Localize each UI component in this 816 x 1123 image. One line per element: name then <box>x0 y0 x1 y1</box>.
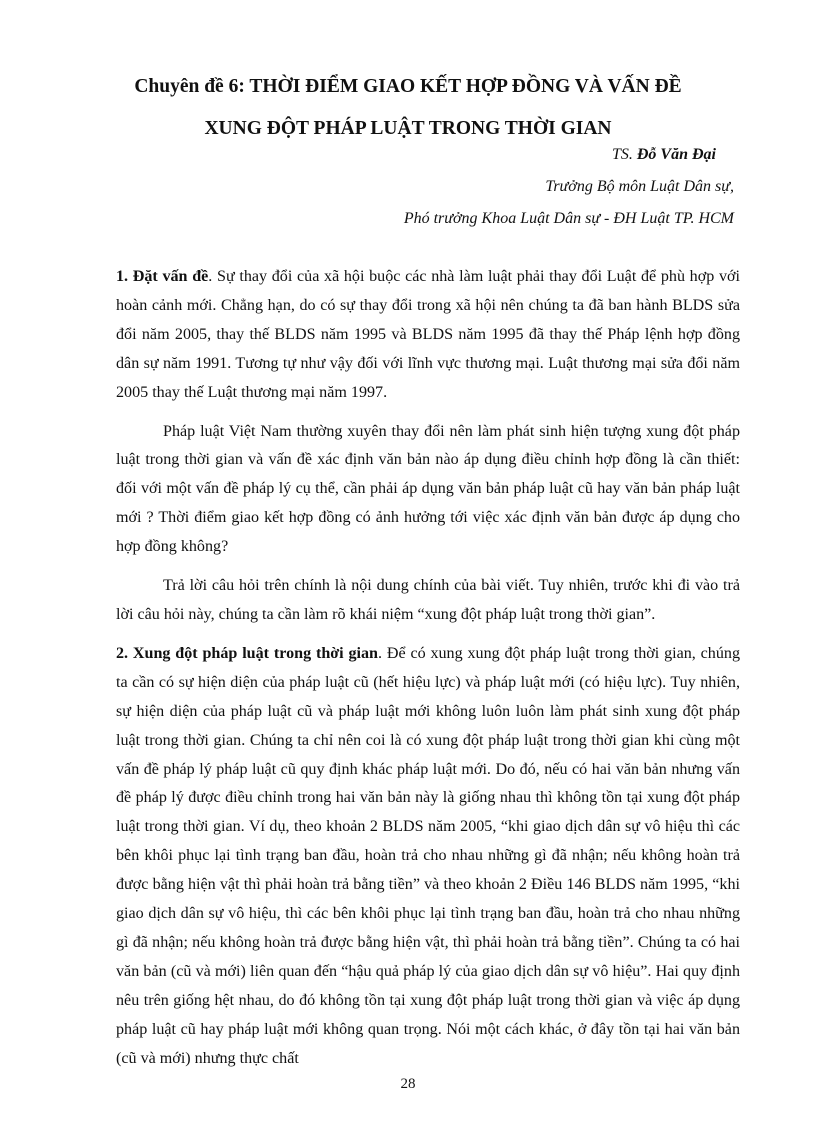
section-2-heading: 2. Xung đột pháp luật trong thời gian <box>116 644 378 662</box>
page-number: 28 <box>400 1076 416 1092</box>
paragraph-3: Trả lời câu hỏi trên chính là nội dung chính của bài viết. Tuy nhiên, trước khi đi vào trả lời câu hỏi này, chúng ta cần làm rõ khái niệm “xung đột pháp luật trong thời gian”. <box>116 577 740 623</box>
author-line <box>612 146 716 164</box>
author-prefix: TS. <box>611 146 637 163</box>
body-text <box>116 263 740 1073</box>
paragraph-2: Pháp luật Việt Nam thường xuyên thay đổi nên làm phát sinh hiện tượng xung đột pháp luật trong thời gian và vấn đề xác định văn bản nào áp dụng điều chỉnh hợp đồng là cần thiết: đối với một vấn đề pháp lý cụ thể, cần phải áp dụng văn bản pháp luật cũ hay văn bản pháp luật mới ? Thời điểm giao kết hợp đồng có ảnh hưởng tới việc xác định văn bản được áp dụng cho hợp đồng không? <box>116 422 740 556</box>
paragraph-1-text: . Sự thay đổi của xã hội buộc các nhà làm luật phải thay đổi Luật để phù hợp với hoàn cảnh mới. Chẳng hạn, do có sự thay đổi trong xã hội nên chúng ta đã ban hành BLDS sửa đổi năm 2005, thay thế BLDS năm 1995 và BLDS năm 1995 đã thay thế Pháp lệnh hợp đồng dân sự năm 1991. Tương tự như vậy đối với lĩnh vực thương mại. Luật thương mại sửa đổi năm 2005 thay thế Luật thương mại năm 1997. <box>116 268 740 401</box>
title-line-2: XUNG ĐỘT PHÁP LUẬT TRONG THỜI GIAN <box>204 118 612 139</box>
author-affiliation-2: Phó trưởng Khoa Luật Dân sự - ĐH Luật TP. HCM <box>403 210 734 227</box>
paragraph-4-text: . Để có xung xung đột pháp luật trong thời gian, chúng ta cần có sự hiện diện của pháp luật cũ (hết hiệu lực) và pháp luật mới (có hiệu lực). Tuy nhiên, sự hiện diện của pháp luật cũ và pháp luật mới không luôn luôn làm phát sinh xung đột pháp luật trong thời gian. Chúng ta chỉ nên coi là có xung đột pháp luật trong thời gian khi cùng một vấn đề pháp lý pháp luật cũ quy định khác pháp luật mới. Do đó, nếu có hai văn bản nhưng vấn đề pháp lý được điều chỉnh trong hai văn bản này là giống nhau thì không tồn tại xung đột pháp luật trong thời gian. Ví dụ, theo khoản 2 BLDS năm 2005, “khi giao dịch dân sự vô hiệu thì các bên khôi phục lại tình trạng ban đầu, hoàn trả cho nhau những gì đã nhận; nếu không hoàn trả được bằng hiện vật thì phải hoàn trả bằng tiền” và theo khoản 2 Điều 146 BLDS năm 1995, “khi giao dịch dân sự vô hiệu, thì các bên khôi phục lại tình trạng ban đầu, hoàn trả cho nhau những gì đã nhận; nếu không hoàn trả được bằng hiện vật, thì phải hoàn trả bằng tiền”. Chúng ta có hai văn bản (cũ và mới) liên quan đến “hậu quả pháp lý của giao dịch dân sự vô hiệu”. Hai quy định nêu trên giống hệt nhau, do đó không tồn tại xung đột pháp luật trong thời gian và việc áp dụng pháp luật cũ hay pháp luật mới không quan trọng. Nói một cách khác, ở đây tồn tại hai văn bản (cũ và mới) nhưng thực chất <box>116 644 740 1067</box>
author-name: Đỗ Văn Đại <box>636 146 716 163</box>
section-1-heading: 1. Đặt vấn đề <box>116 268 209 285</box>
title-line-1: Chuyên đề 6: THỜI ĐIỂM GIAO KẾT HỢP ĐỒNG VÀ VẤN ĐỀ <box>134 76 682 97</box>
paragraph-4 <box>116 640 740 1074</box>
author-affiliation-1: Trưởng Bộ môn Luật Dân sự, <box>545 178 734 195</box>
paragraph-1 <box>116 263 740 408</box>
